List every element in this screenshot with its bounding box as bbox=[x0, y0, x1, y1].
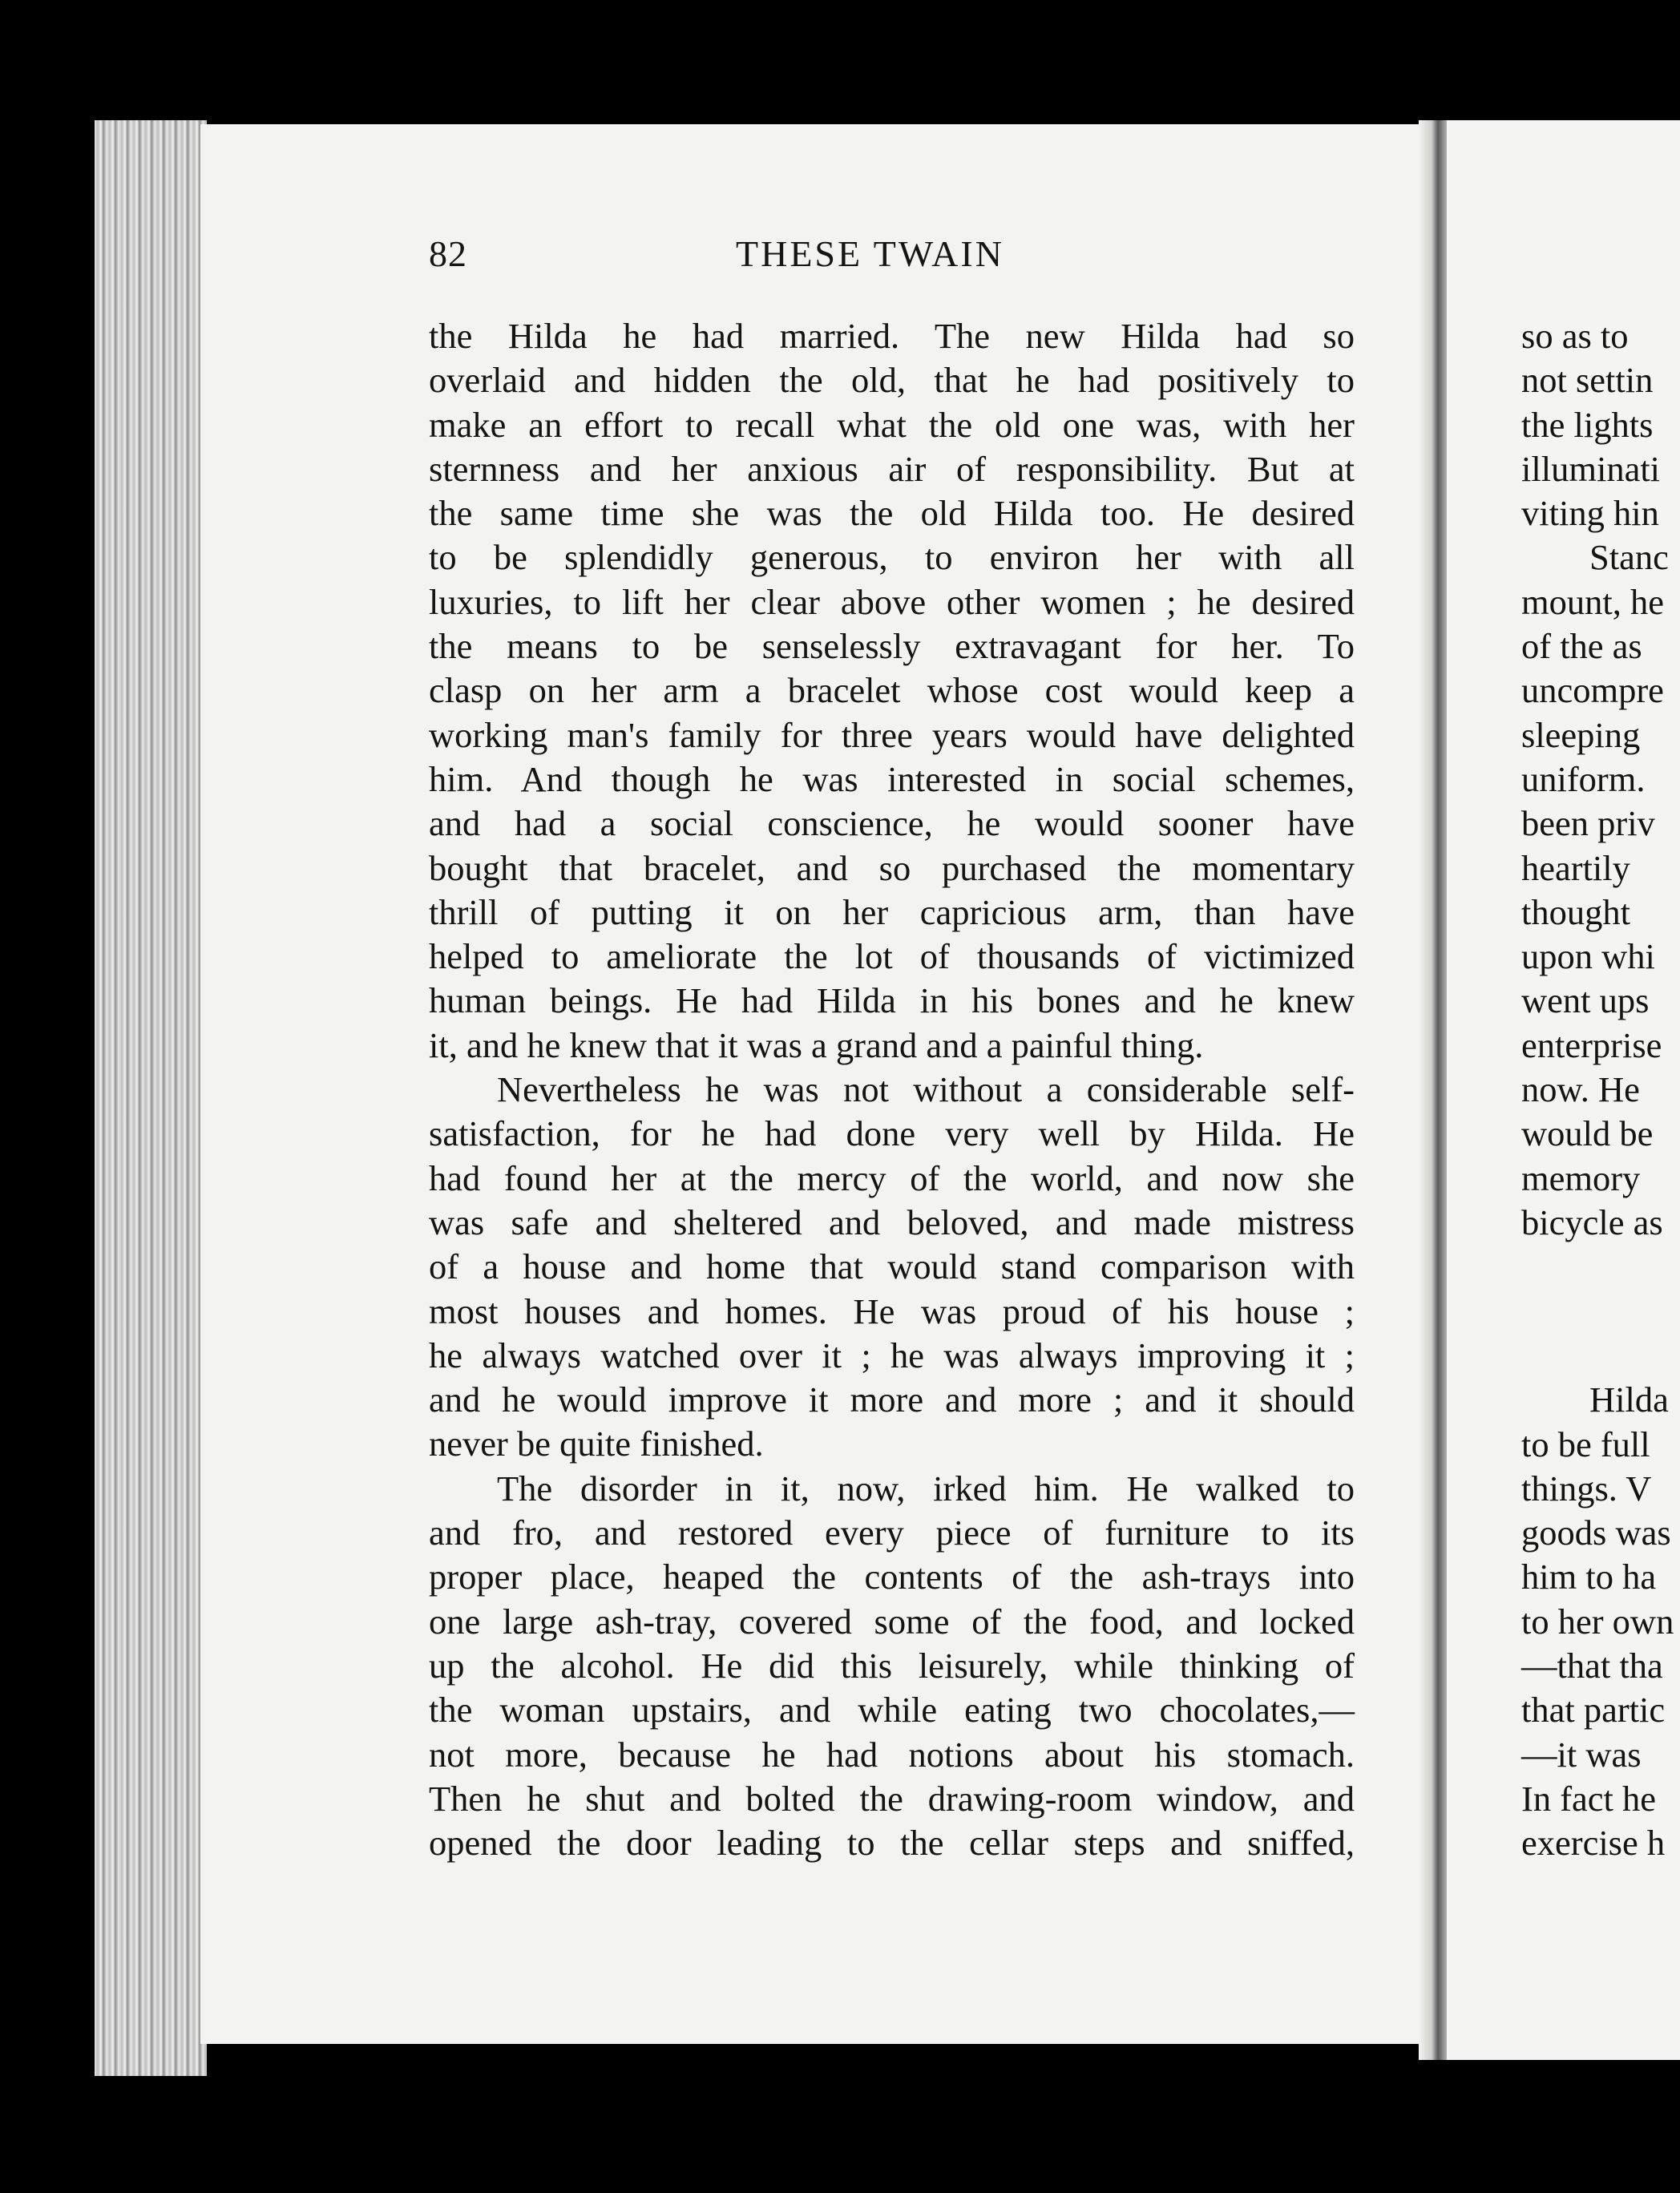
text-line: memory bbox=[1521, 1157, 1641, 1198]
book-gutter bbox=[1419, 120, 1451, 2060]
text-line: exercise h bbox=[1521, 1823, 1666, 1864]
body-text bbox=[429, 314, 1355, 1865]
text-line: never be quite finished. bbox=[429, 1424, 764, 1464]
text-line: upon whi bbox=[1521, 936, 1655, 977]
text-line: sleeping bbox=[1521, 714, 1641, 755]
text-line: heartily bbox=[1521, 847, 1630, 888]
text-line: luxuries, to lift her clear above other women ; he desired bbox=[429, 581, 1355, 622]
text-line: most houses and homes. He was proud of his house ; bbox=[429, 1290, 1355, 1331]
text-line: helped to ameliorate the lot of thousands of victimized bbox=[429, 936, 1355, 977]
text-line: that partic bbox=[1521, 1690, 1666, 1731]
text-line: illuminati bbox=[1521, 448, 1661, 489]
text-line: and he would improve it more and more ; and it should bbox=[429, 1379, 1355, 1420]
text-line: Hilda bbox=[1589, 1379, 1669, 1420]
text-line: Stanc bbox=[1589, 537, 1669, 578]
text-line: sternness and her anxious air of responsibility. But at bbox=[429, 448, 1355, 489]
text-line: things. V bbox=[1521, 1468, 1652, 1508]
text-line: mount, he bbox=[1521, 581, 1664, 622]
page-header bbox=[429, 232, 1355, 281]
text-line: the means to be senselessly extravagant for her. To bbox=[429, 626, 1355, 667]
text-line: went ups bbox=[1521, 980, 1650, 1021]
text-line: of the as bbox=[1521, 626, 1642, 667]
right-page-text bbox=[1521, 314, 1680, 1866]
text-line: uniform. bbox=[1521, 758, 1646, 799]
text-line: had found her at the mercy of the world, and now she bbox=[429, 1157, 1355, 1198]
text-line: him to ha bbox=[1521, 1557, 1657, 1597]
text-line: been priv bbox=[1521, 803, 1655, 844]
text-line: and fro, and restored every piece of furniture to its bbox=[429, 1512, 1355, 1553]
text-line: goods was bbox=[1521, 1512, 1671, 1553]
text-line: make an effort to recall what the old one was, with her bbox=[429, 404, 1355, 445]
text-line: now. He bbox=[1521, 1069, 1640, 1110]
text-line: would be bbox=[1521, 1113, 1654, 1154]
text-line: Then he shut and bolted the drawing-room window, and bbox=[429, 1778, 1355, 1819]
text-line: opened the door leading to the cellar steps and sniffed, bbox=[429, 1823, 1355, 1864]
text-line: he always watched over it ; he was always improving it ; bbox=[429, 1335, 1355, 1375]
text-line: satisfaction, for he had done very well by Hilda. He bbox=[429, 1113, 1355, 1154]
page-edges bbox=[95, 120, 207, 2076]
text-line: to be splendidly generous, to environ her with all bbox=[429, 537, 1355, 578]
text-line: the Hilda he had married. The new Hilda had so bbox=[429, 316, 1355, 356]
text-line: The disorder in it, now, irked him. He walked to bbox=[497, 1468, 1355, 1508]
text-line: the woman upstairs, and while eating two chocolates,— bbox=[429, 1690, 1355, 1731]
text-line: working man's family for three years would have delighted bbox=[429, 714, 1355, 755]
text-line: human beings. He had Hilda in his bones and he knew bbox=[429, 980, 1355, 1021]
text-line: so as to bbox=[1521, 316, 1629, 356]
text-line: thought bbox=[1521, 891, 1630, 932]
text-line: enterprise bbox=[1521, 1024, 1662, 1065]
text-line: uncompre bbox=[1521, 670, 1664, 711]
text-line: Nevertheless he was not without a considerable self- bbox=[497, 1069, 1355, 1110]
text-line: not more, because he had notions about his stomach. bbox=[429, 1734, 1355, 1775]
text-line: him. And though he was interested in social schemes, bbox=[429, 758, 1355, 799]
text-line: to be full bbox=[1521, 1424, 1650, 1464]
text-line: overlaid and hidden the old, that he had positively to bbox=[429, 360, 1355, 401]
text-line: —it was bbox=[1521, 1734, 1642, 1775]
text-line: —that tha bbox=[1521, 1646, 1663, 1686]
section-break bbox=[1521, 1245, 1680, 1378]
text-line: thrill of putting it on her capricious arm, than have bbox=[429, 891, 1355, 932]
running-title: THESE TWAIN bbox=[736, 233, 1004, 274]
text-line: In fact he bbox=[1521, 1778, 1657, 1819]
text-line: bicycle as bbox=[1521, 1202, 1663, 1242]
text-line: proper place, heaped the contents of the ash-trays into bbox=[429, 1557, 1355, 1597]
text-line: viting hin bbox=[1521, 493, 1659, 534]
text-line: the same time she was the old Hilda too. He desired bbox=[429, 493, 1355, 534]
text-line: bought that bracelet, and so purchased the momentary bbox=[429, 847, 1355, 888]
text-line: was safe and sheltered and beloved, and made mistress bbox=[429, 1202, 1355, 1242]
text-line: it, and he knew that it was a grand and a painful thing. bbox=[429, 1024, 1204, 1065]
text-line: not settin bbox=[1521, 360, 1654, 401]
text-line: and had a social conscience, he would sooner have bbox=[429, 803, 1355, 844]
text-line: to her own bbox=[1521, 1601, 1674, 1642]
text-line: the lights bbox=[1521, 404, 1654, 445]
text-line: one large ash-tray, covered some of the food, and locked bbox=[429, 1601, 1355, 1642]
text-line: clasp on her arm a bracelet whose cost would keep a bbox=[429, 670, 1355, 711]
text-line: of a house and home that would stand comparison with bbox=[429, 1246, 1355, 1287]
text-line: up the alcohol. He did this leisurely, while thinking of bbox=[429, 1645, 1355, 1686]
page-number: 82 bbox=[429, 233, 467, 274]
